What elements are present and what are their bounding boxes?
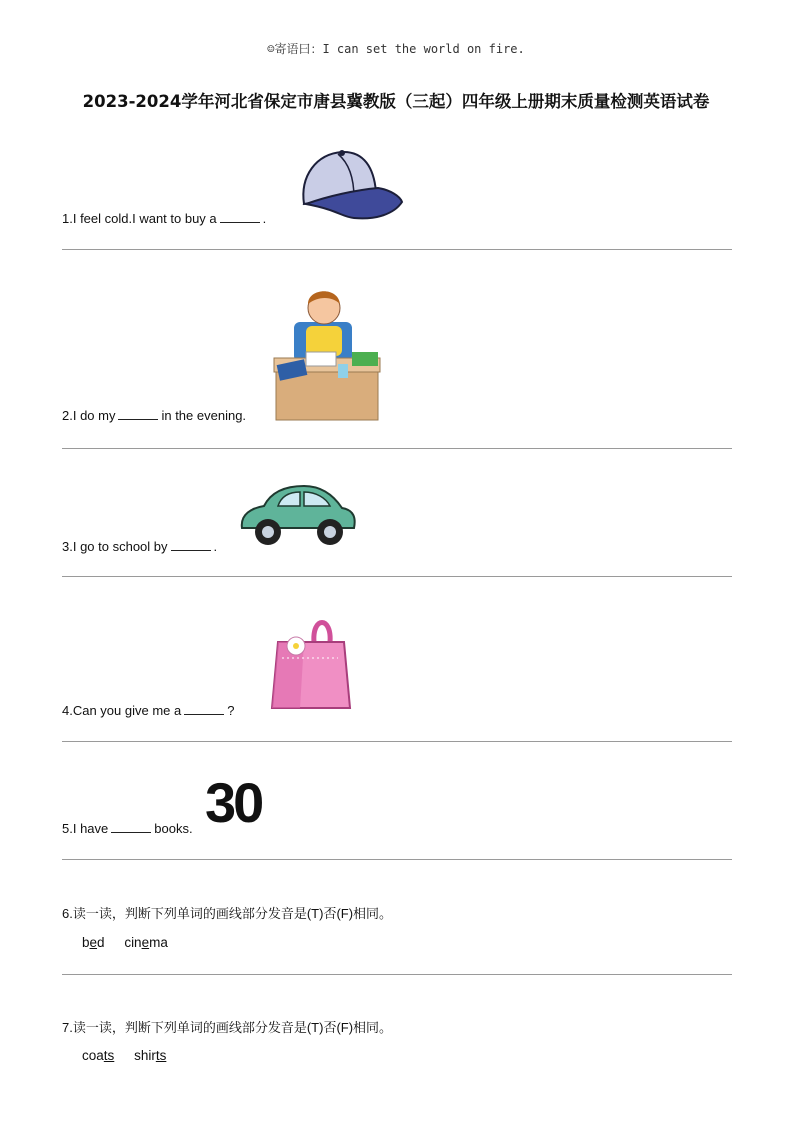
word-bed: bed: [82, 935, 105, 950]
divider: [62, 249, 732, 250]
divider: [62, 974, 732, 975]
handbag-image: [268, 612, 354, 712]
question-7-words: [82, 1048, 182, 1063]
question-5-blank[interactable]: [111, 820, 151, 833]
question-1-end: .: [262, 211, 267, 226]
question-4-text: 4.Can you give me a: [62, 703, 182, 718]
cap-image: [298, 148, 404, 224]
question-2-blank[interactable]: [118, 407, 158, 420]
question-2-end: in the evening.: [161, 408, 247, 423]
boy-doing-homework-image: [272, 282, 384, 422]
question-5: [62, 820, 193, 836]
question-4-blank[interactable]: [184, 702, 224, 715]
question-1-blank[interactable]: [220, 210, 260, 223]
divider: [62, 576, 732, 577]
divider: [62, 448, 732, 449]
question-1: [62, 210, 266, 226]
question-2-text: 2.I do my: [62, 408, 116, 423]
question-3-text: 3.I go to school by: [62, 539, 168, 554]
divider: [62, 859, 732, 860]
question-4-end: ?: [227, 703, 235, 718]
question-3-blank[interactable]: [171, 538, 211, 551]
question-3-end: .: [213, 539, 218, 554]
question-6-instruction: 6.读一读，判断下列单词的画线部分发音是(T)否(F)相同。: [62, 906, 393, 921]
page-title: 2023-2024学年河北省保定市唐县冀教版（三起）四年级上册期末质量检测英语试卷: [82, 92, 710, 111]
header-motto: ☺寄语曰：I can set the world on fire.: [267, 42, 525, 56]
number-thirty-image: 30: [205, 771, 262, 834]
question-5-end: books.: [154, 821, 193, 836]
question-6-words: [82, 935, 184, 950]
question-3: [62, 538, 217, 554]
question-1-text: 1.I feel cold.I want to buy a: [62, 211, 217, 226]
question-5-text: 5.I have: [62, 821, 109, 836]
divider: [62, 741, 732, 742]
word-shirts: shirts: [134, 1048, 167, 1063]
question-7-instruction: 7.读一读，判断下列单词的画线部分发音是(T)否(F)相同。: [62, 1020, 393, 1035]
word-coats: coats: [82, 1048, 115, 1063]
question-4: [62, 702, 234, 718]
question-2: [62, 407, 246, 423]
car-image: [238, 484, 358, 550]
word-cinema: cinema: [124, 935, 168, 950]
